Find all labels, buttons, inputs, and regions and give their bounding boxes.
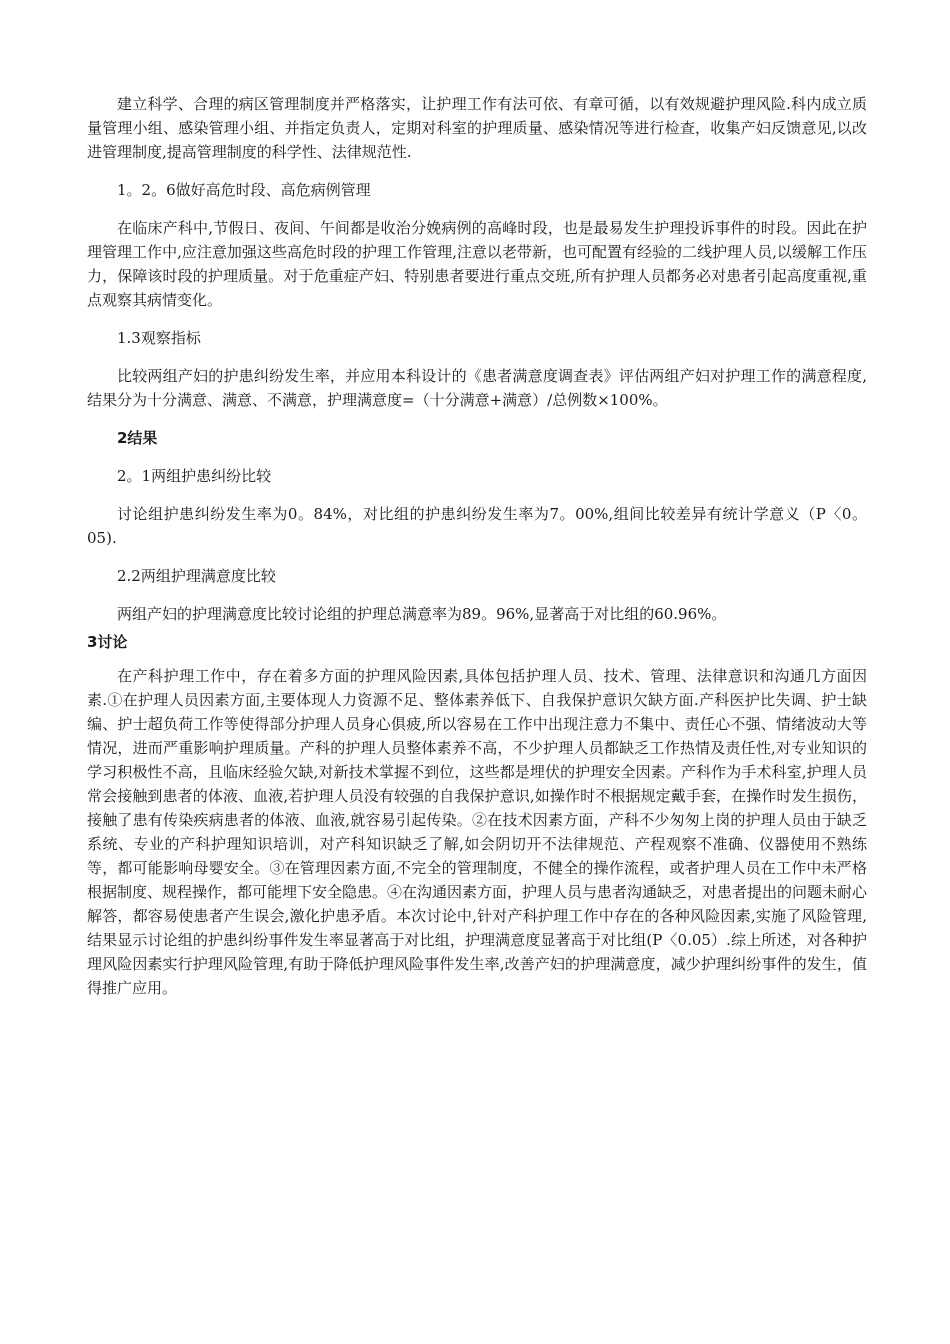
heading-3-discussion: 3讨论 [87, 633, 128, 651]
heading-2-2: 2.2两组护理满意度比较 [117, 567, 276, 585]
paragraph-management-system: 建立科学、合理的病区管理制度并严格落实，让护理工作有法可依、有章可循，以有效规避护理风险.科内成立质量管理小组、感染管理小组、并指定负责人，定期对科室的护理质量、感染情况等进行检查，收集产妇反馈意见,以改进管理制度,提高管理制度的科学性、法律规范性. [87, 95, 867, 161]
paragraph-observation-indicators: 比较两组产妇的护患纠纷发生率，并应用本科设计的《患者满意度调查表》评估两组产妇对护理工作的满意程度,结果分为十分满意、满意、不满意，护理满意度=（十分满意+满意）/总例数×100%。 [87, 367, 867, 409]
paragraph-discussion: 在产科护理工作中，存在着多方面的护理风险因素,具体包括护理人员、技术、管理、法律意识和沟通几方面因素.①在护理人员因素方面,主要体现人力资源不足、整体素养低下、自我保护意识欠缺方面.产科医护比失调、护士缺编、护士超负荷工作等使得部分护理人员身心俱疲,所以容易在工作中出现注意力不集中、责任心不强、情绪波动大等情况，进而严重影响护理质量。产科的护理人员整体素养不高，不少护理人员都缺乏工作热情及责任性,对专业知识的学习积极性不高，且临床经验欠缺,对新技术掌握不到位，这些都是埋伏的护理安全因素。产科作为手术科室,护理人员常会接触到患者的体液、血液,若护理人员没有较强的自我保护意识,如操作时不根据规定戴手套，在操作时发生损伤，接触了患有传染疾病患者的体液、血液,就容易引起传染。②在技术因素方面，产科不少匆匆上岗的护理人员由于缺乏系统、专业的产科护理知识培训，对产科知识缺乏了解,如会阴切开不法律规范、产程观察不准确、仪器使用不熟练等，都可能影响母婴安全。③在管理因素方面,不完全的管理制度，不健全的操作流程，或者护理人员在工作中未严格根据制度、规程操作，都可能埋下安全隐患。④在沟通因素方面，护理人员与患者沟通缺乏，对患者提出的问题未耐心解答，都容易使患者产生误会,激化护患矛盾。本次讨论中,针对产科护理工作中存在的各种风险因素,实施了风险管理,结果显示讨论组的护患纠纷事件发生率显著高于对比组，护理满意度显著高于对比组(P〈0.05）.综上所述，对各种护理风险因素实行护理风险管理,有助于降低护理风险事件发生率,改善产妇的护理满意度，减少护理纠纷事件的发生，值得推广应用。 [87, 667, 868, 997]
heading-2-results: 2结果 [117, 429, 158, 447]
document-page [87, 92, 867, 1014]
paragraph-dispute-comparison: 讨论组护患纠纷发生率为0。84%，对比组的护患纠纷发生率为7。00%,组间比较差异有统计学意义（P〈0。05). [87, 505, 867, 547]
heading-2-1: 2。1两组护患纠纷比较 [117, 467, 272, 485]
paragraph-high-risk-periods: 在临床产科中,节假日、夜间、午间都是收治分娩病例的高峰时段，也是最易发生护理投诉事件的时段。因此在护理管理工作中,应注意加强这些高危时段的护理工作管理,注意以老带新，也可配置有经验的二线护理人员,以缓解工作压力，保障该时段的护理质量。对于危重症产妇、特别患者要进行重点交班,所有护理人员都务必对患者引起高度重视,重点观察其病情变化。 [87, 219, 867, 309]
paragraph-satisfaction-comparison: 两组产妇的护理满意度比较讨论组的护理总满意率为89。96%,显著高于对比组的60.96%。 [117, 605, 727, 623]
heading-1-3: 1.3观察指标 [117, 329, 201, 347]
heading-1-2-6: 1。2。6做好高危时段、高危病例管理 [117, 181, 371, 199]
